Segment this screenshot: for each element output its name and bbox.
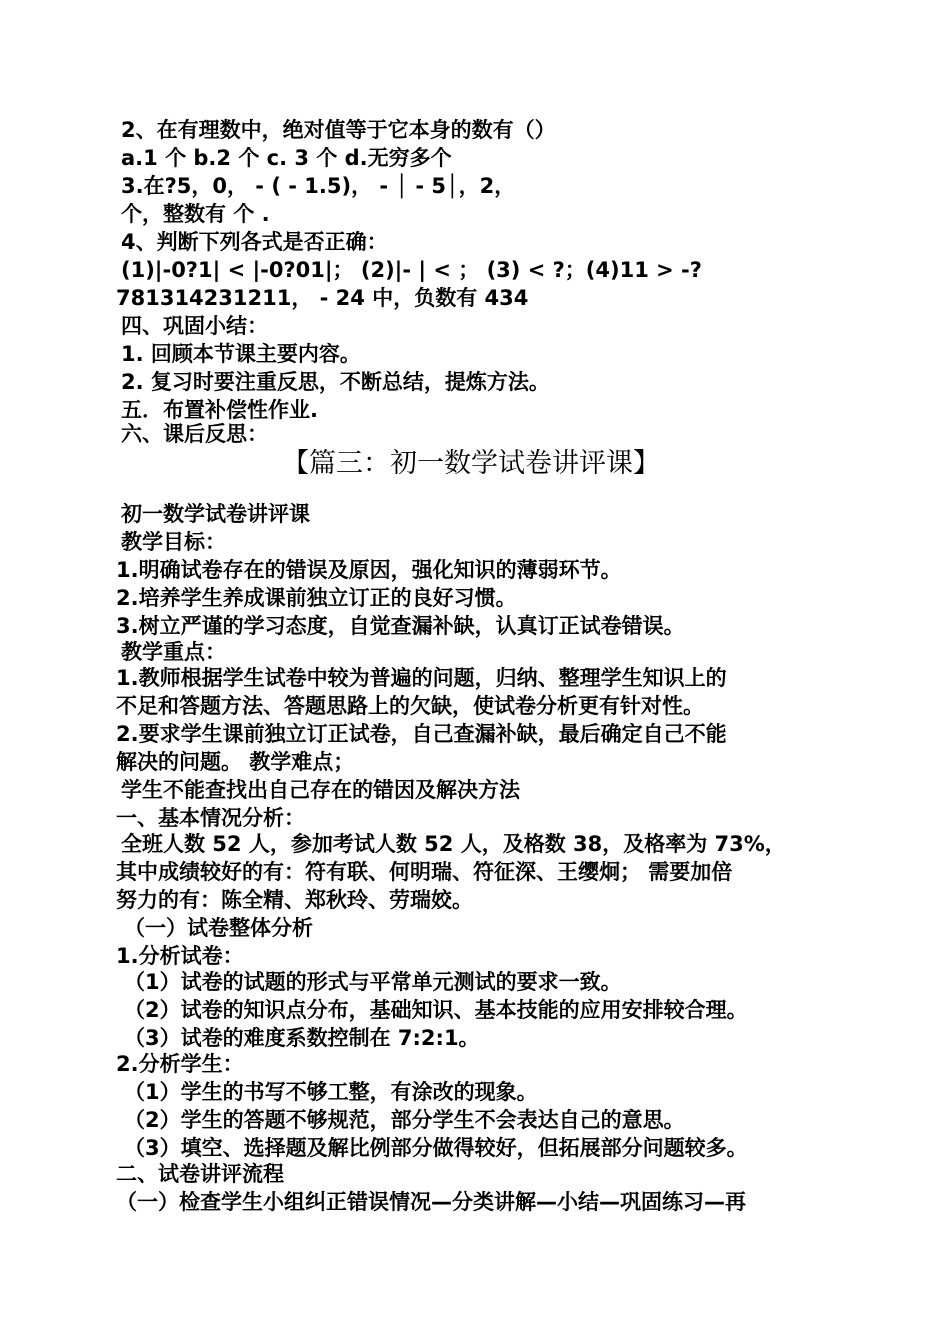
section-5-title: 五．布置补偿性作业. <box>121 398 318 422</box>
analyze-paper-item-2: （2）试卷的知识点分布，基础知识、基本技能的应用安排较合理。 <box>124 998 748 1022</box>
section-4-item-2: 2. 复习时要注重反思，不断总结，提炼方法。 <box>121 370 550 394</box>
analyze-students-title: 2.分析学生： <box>116 1052 244 1076</box>
goal-1: 1.明确试卷存在的错误及原因，强化知识的薄弱环节。 <box>116 558 622 582</box>
analyze-students-item-2: （2）学生的答题不够规范，部分学生不会表达自己的意思。 <box>124 1108 685 1132</box>
article-heading: 【篇三：初一数学试卷讲评课】 <box>282 448 660 479</box>
analyze-paper-item-3: （3）试卷的难度系数控制在 7:2:1。 <box>124 1026 480 1050</box>
goal-3: 3.树立严谨的学习态度，自觉查漏补缺，认真订正试卷错误。 <box>116 614 685 638</box>
teaching-focus-title: 教学重点： <box>121 640 226 664</box>
analyze-paper-item-1: （1）试卷的试题的形式与平常单元测试的要求一致。 <box>124 970 622 994</box>
section-1-paragraph-line-1: 全班人数 52 人，参加考试人数 52 人，及格数 38，及格率为 73%， <box>121 832 786 856</box>
focus-2-line-1: 2.要求学生课前独立订正试卷，自己查漏补缺，最后确定自己不能 <box>116 722 727 746</box>
focus-1-line-1: 1.教师根据学生试卷中较为普遍的问题，归纳、整理学生知识上的 <box>116 666 727 690</box>
teaching-difficulty: 学生不能查找出自己存在的错因及解决方法 <box>121 778 520 802</box>
analyze-students-item-1: （1）学生的书写不够工整，有涂改的现象。 <box>124 1080 538 1104</box>
analyze-paper-title: 1.分析试卷： <box>116 944 244 968</box>
section-2-paragraph-line-1: （一）检查学生小组纠正错误情况—分类讲解—小结—巩固练习—再 <box>116 1190 746 1214</box>
focus-1-line-2: 不足和答题方法、答题思路上的欠缺，使试卷分析更有针对性。 <box>116 694 704 718</box>
question-3-continued: 个，整数有 个 . <box>121 202 270 226</box>
question-4-items: (1)|-0?1| < |-0?01|； (2)|- | < ； (3) < ?；(4)11 > -? <box>121 258 702 282</box>
goal-2: 2.培养学生养成课前独立订正的良好习惯。 <box>116 586 517 610</box>
section-1-paragraph-line-3: 努力的有：陈全精、郑秋玲、劳瑞姣。 <box>116 888 473 912</box>
section-1-paragraph-line-2: 其中成绩较好的有：符有联、何明瑞、符征深、王缨炯； 需要加倍 <box>116 860 733 884</box>
question-2: 2、在有理数中，绝对值等于它本身的数有（） <box>121 118 556 142</box>
lesson-title: 初一数学试卷讲评课 <box>121 502 310 526</box>
question-2-options: a.1 个 b.2 个 c. 3 个 d.无穷多个 <box>121 146 452 170</box>
section-4-title: 四、巩固小结： <box>121 314 268 338</box>
analyze-students-item-3: （3）填空、选择题及解比例部分做得较好，但拓展部分问题较多。 <box>124 1136 748 1160</box>
question-4-continued: 781314231211， - 24 中，负数有 434 <box>116 286 529 310</box>
focus-2-line-2: 解决的问题。 教学难点； <box>116 750 355 774</box>
subsection-1-title: （一）试卷整体分析 <box>124 916 313 940</box>
section-1-title: 一、基本情况分析： <box>116 806 305 830</box>
section-4-item-1: 1. 回顾本节课主要内容。 <box>121 342 361 366</box>
teaching-goals-title: 教学目标： <box>121 530 226 554</box>
question-4: 4、判断下列各式是否正确： <box>121 230 388 254</box>
section-2-title: 二、试卷讲评流程 <box>116 1162 284 1186</box>
section-6-title: 六、课后反思： <box>121 422 268 446</box>
question-3: 3.在?5，0， - ( - 1.5)， - │ - 5│，2， <box>121 174 516 198</box>
